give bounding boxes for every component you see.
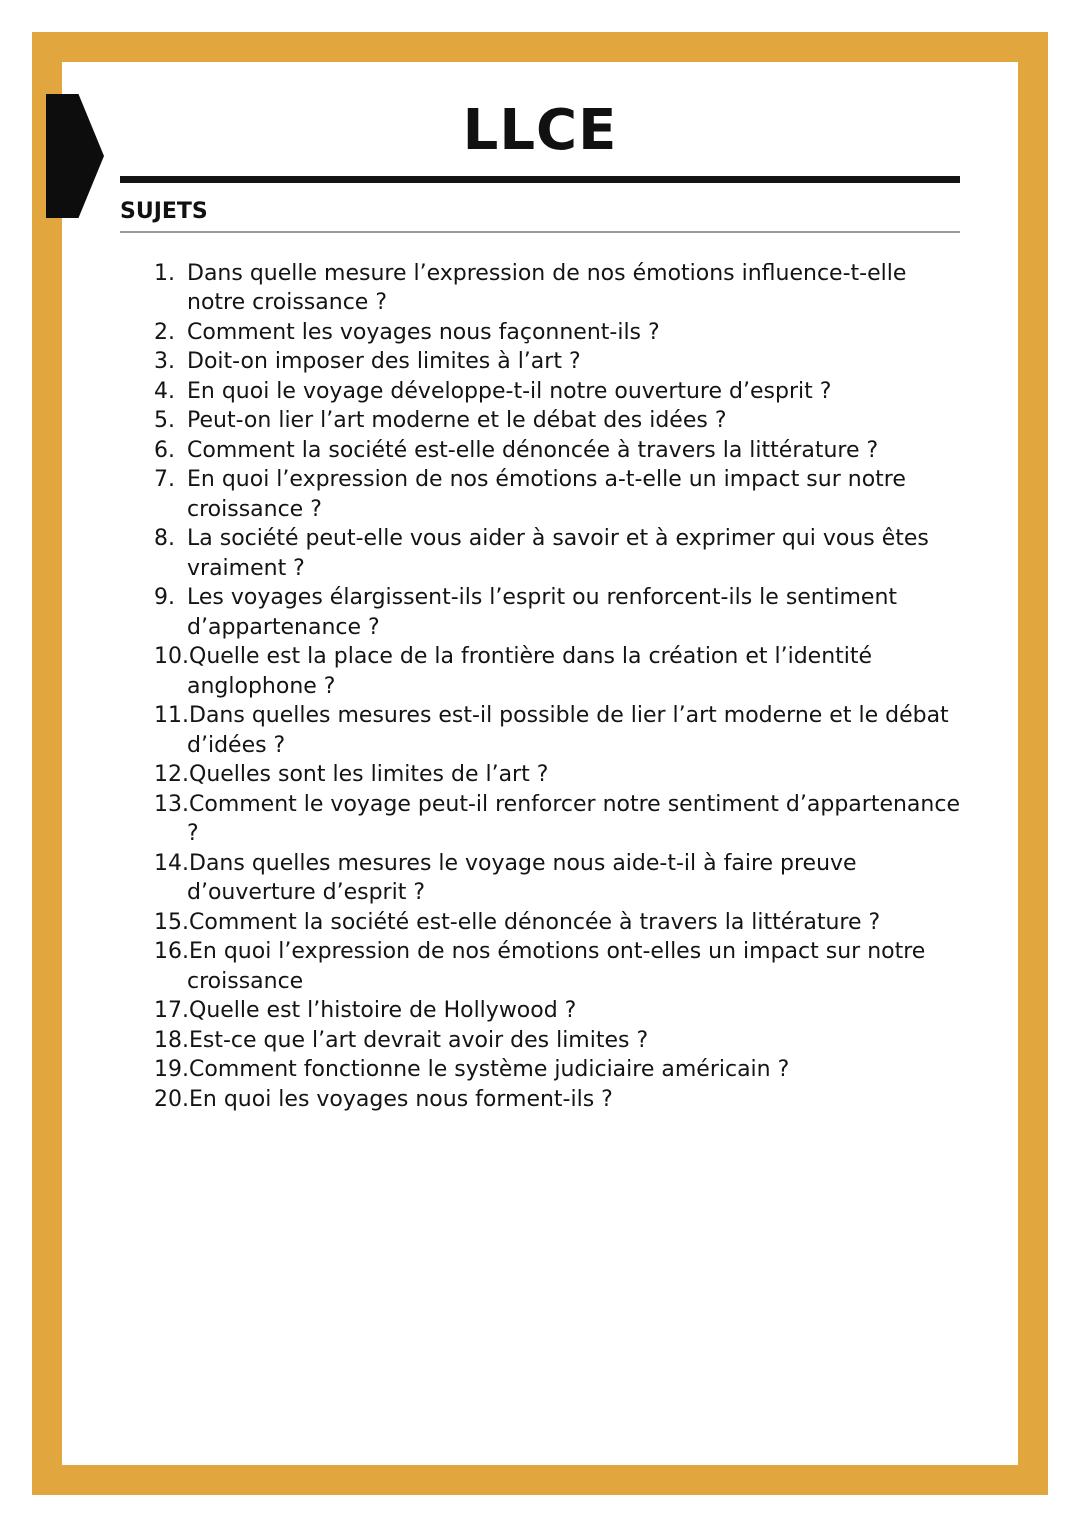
list-item-number: 16. (154, 939, 189, 965)
list-item (154, 1055, 966, 1085)
list-item (154, 318, 966, 348)
list-item-number: 4. (154, 378, 182, 404)
list-item-text: Comment la société est-elle dénoncée à travers la littérature ? (189, 909, 881, 935)
list-item-text: La société peut-elle vous aider à savoir et à exprimer qui vous êtes vraiment ? (187, 526, 929, 581)
list-item-number: 5. (154, 408, 182, 434)
page-content (62, 62, 1018, 1114)
list-item-number: 20. (154, 1086, 189, 1112)
page-title: LLCE (462, 98, 618, 163)
list-item-text: Quelle est la place de la frontière dans la création et l’identité anglophone ? (187, 644, 873, 699)
list-item-text: En quoi le voyage développe-t-il notre ouverture d’esprit ? (187, 378, 832, 404)
list-item-text: Quelle est l’histoire de Hollywood ? (189, 998, 577, 1024)
list-item-text: Les voyages élargissent-ils l’esprit ou renforcent-ils le sentiment d’appartenance ? (187, 585, 898, 640)
list-item (154, 996, 966, 1026)
list-item (154, 436, 966, 466)
list-item (154, 524, 966, 583)
list-item-number: 13. (154, 791, 189, 817)
list-item (154, 377, 966, 407)
list-item-number: 6. (154, 437, 182, 463)
list-item-number: 19. (154, 1057, 189, 1083)
list-item-text: Quelles sont les limites de l’art ? (189, 762, 549, 788)
list-item (154, 465, 966, 524)
list-item-text: En quoi les voyages nous forment-ils ? (189, 1086, 613, 1112)
list-item-text: En quoi l’expression de nos émotions ont-elles un impact sur notre croissance (187, 939, 926, 994)
list-item-number: 2. (154, 319, 182, 345)
list-item-number: 3. (154, 349, 182, 375)
list-item-number: 17. (154, 998, 189, 1024)
list-item-number: 9. (154, 585, 182, 611)
list-item-text: Doit-on imposer des limites à l’art ? (187, 349, 581, 375)
list-item (154, 908, 966, 938)
list-item (154, 406, 966, 436)
list-item-number: 18. (154, 1027, 189, 1053)
section-divider (120, 231, 960, 233)
title-divider (120, 176, 960, 183)
list-item-text: Dans quelles mesures est-il possible de lier l’art moderne et le débat d’idées ? (187, 703, 949, 758)
list-item (154, 760, 966, 790)
list-item-text: Peut-on lier l’art moderne et le débat des idées ? (187, 408, 727, 434)
list-item (154, 849, 966, 908)
list-item (154, 1085, 966, 1115)
list-item (154, 701, 966, 760)
list-item-text: En quoi l’expression de nos émotions a-t-elle un impact sur notre croissance ? (187, 467, 906, 522)
subjects-list (154, 259, 966, 1115)
list-item-number: 11. (154, 703, 189, 729)
list-item (154, 347, 966, 377)
list-item (154, 1026, 966, 1056)
section-heading: SUJETS (120, 198, 208, 224)
list-item-number: 12. (154, 762, 189, 788)
list-item-text: Comment les voyages nous façonnent-ils ? (187, 319, 660, 345)
list-item-number: 10. (154, 644, 189, 670)
list-item-text: Dans quelles mesures le voyage nous aide-t-il à faire preuve d’ouverture d’esprit ? (187, 850, 857, 906)
list-item-number: 14. (154, 850, 189, 876)
list-item (154, 259, 966, 318)
list-item-text: Est-ce que l’art devrait avoir des limites ? (189, 1027, 649, 1053)
list-item-text: Dans quelle mesure l’expression de nos émotions influence-t-elle notre croissance ? (187, 260, 907, 316)
list-item (154, 583, 966, 642)
list-item-number: 7. (154, 467, 182, 493)
list-item (154, 642, 966, 701)
list-item-number: 8. (154, 526, 182, 552)
list-item (154, 937, 966, 996)
list-item-number: 15. (154, 909, 189, 935)
list-item-text: Comment la société est-elle dénoncée à travers la littérature ? (187, 437, 879, 463)
list-item-text: Comment le voyage peut-il renforcer notre sentiment d’appartenance ? (187, 791, 960, 847)
list-item (154, 790, 966, 849)
list-item-text: Comment fonctionne le système judiciaire américain ? (189, 1057, 790, 1083)
list-item-number: 1. (154, 260, 182, 286)
